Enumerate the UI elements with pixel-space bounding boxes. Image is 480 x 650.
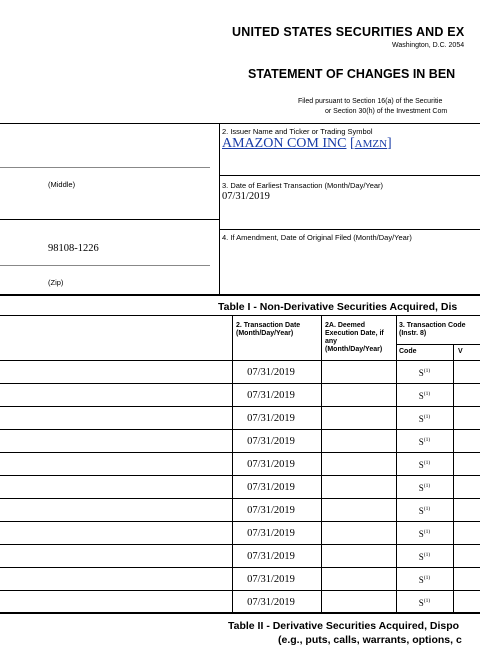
table1-bottom-border — [0, 612, 480, 614]
top-box-border — [0, 123, 480, 124]
footnote-link[interactable]: (1) — [423, 506, 431, 512]
table1-title-border — [0, 315, 480, 316]
transaction-code-cell — [396, 529, 453, 539]
col-subheader-v: V — [458, 348, 463, 355]
col-subheader-code: Code — [399, 348, 417, 355]
transaction-date-cell: 07/31/2019 — [247, 551, 295, 562]
filed-pursuant-line1: Filed pursuant to Section 16(a) of the Securitie — [298, 98, 443, 105]
table1-top-border — [0, 294, 480, 296]
issuer-name-link[interactable]: AMAZON COM INC — [222, 136, 347, 151]
code-subheader-border — [396, 344, 480, 345]
transaction-date-cell: 07/31/2019 — [247, 528, 295, 539]
agency-address: Washington, D.C. 2054 — [392, 42, 465, 49]
table2-subtitle: (e.g., puts, calls, warrants, options, c — [278, 634, 462, 646]
footnote-link[interactable]: (1) — [423, 483, 431, 489]
table1-title: Table I - Non-Derivative Securities Acquired, Dis — [218, 301, 458, 313]
transaction-code-cell — [396, 391, 453, 401]
transaction-code-cell — [396, 552, 453, 562]
ticker-link[interactable]: AMZN — [354, 138, 388, 150]
zip-value: 98108-1226 — [48, 243, 99, 254]
footnote-link[interactable]: (1) — [423, 575, 431, 581]
footnote-link[interactable]: (1) — [423, 552, 431, 558]
zip-underline — [0, 265, 210, 266]
transaction-date-cell: 07/31/2019 — [247, 597, 295, 608]
transaction-code-cell — [396, 368, 453, 378]
col-header-deemed: 2A. Deemed Execution Date, if any (Month/Day/Year) — [325, 322, 384, 353]
transaction-code-cell — [396, 598, 453, 608]
issuer-name-row — [222, 136, 392, 152]
code-letter: S — [418, 483, 424, 493]
footnote-link[interactable]: (1) — [423, 529, 431, 535]
transaction-code-cell — [396, 414, 453, 424]
transaction-code-cell — [396, 506, 453, 516]
middle-label: (Middle) — [48, 180, 76, 189]
name-underline — [0, 167, 210, 168]
address-divider — [0, 219, 219, 220]
footnote-link[interactable]: (1) — [423, 391, 431, 397]
footnote-link[interactable]: (1) — [423, 437, 431, 443]
statement-title: STATEMENT OF CHANGES IN BEN — [248, 67, 456, 81]
code-letter: S — [418, 437, 424, 447]
table2-title: Table II - Derivative Securities Acquired, Dispo — [228, 620, 460, 632]
footnote-link[interactable]: (1) — [423, 598, 431, 604]
transaction-date-cell: 07/31/2019 — [247, 413, 295, 424]
code-letter: S — [418, 460, 424, 470]
transaction-date-cell: 07/31/2019 — [247, 436, 295, 447]
amendment-label: 4. If Amendment, Date of Original Filed (Month/Day/Year) — [222, 233, 412, 242]
zip-label: (Zip) — [48, 278, 64, 287]
code-letter: S — [418, 391, 424, 401]
transaction-code-cell — [396, 483, 453, 493]
code-letter: S — [418, 575, 424, 585]
transaction-date-cell: 07/31/2019 — [247, 505, 295, 516]
transaction-date-cell: 07/31/2019 — [247, 482, 295, 493]
earliest-divider — [219, 229, 480, 230]
transaction-code-cell — [396, 460, 453, 470]
box-divider — [219, 123, 220, 294]
code-letter: S — [418, 529, 424, 539]
code-letter: S — [418, 506, 424, 516]
earliest-label: 3. Date of Earliest Transaction (Month/Day/Year) — [222, 181, 384, 190]
transaction-date-cell: 07/31/2019 — [247, 459, 295, 470]
col-header-code: 3. Transaction Code (Instr. 8) — [399, 322, 466, 337]
earliest-value: 07/31/2019 — [222, 191, 270, 202]
filed-pursuant-line2: or Section 30(h) of the Investment Com — [325, 108, 448, 115]
ticker-close: ] — [387, 136, 392, 151]
transaction-code-cell — [396, 575, 453, 585]
code-letter: S — [418, 414, 424, 424]
footnote-link[interactable]: (1) — [423, 460, 431, 466]
transaction-date-cell: 07/31/2019 — [247, 390, 295, 401]
agency-title: UNITED STATES SECURITIES AND EX — [232, 25, 465, 39]
col-header-date: 2. Transaction Date (Month/Day/Year) — [236, 322, 301, 337]
code-letter: S — [418, 368, 424, 378]
footnote-link[interactable]: (1) — [423, 414, 431, 420]
transaction-date-cell: 07/31/2019 — [247, 367, 295, 378]
ticker-open: [ — [349, 136, 355, 151]
issuer-label: 2. Issuer Name and Ticker or Trading Symbol — [222, 127, 373, 136]
footnote-link[interactable]: (1) — [423, 368, 431, 374]
transaction-code-cell — [396, 437, 453, 447]
code-letter: S — [418, 552, 424, 562]
code-letter: S — [418, 598, 424, 608]
issuer-divider — [219, 175, 480, 176]
transaction-date-cell: 07/31/2019 — [247, 574, 295, 585]
